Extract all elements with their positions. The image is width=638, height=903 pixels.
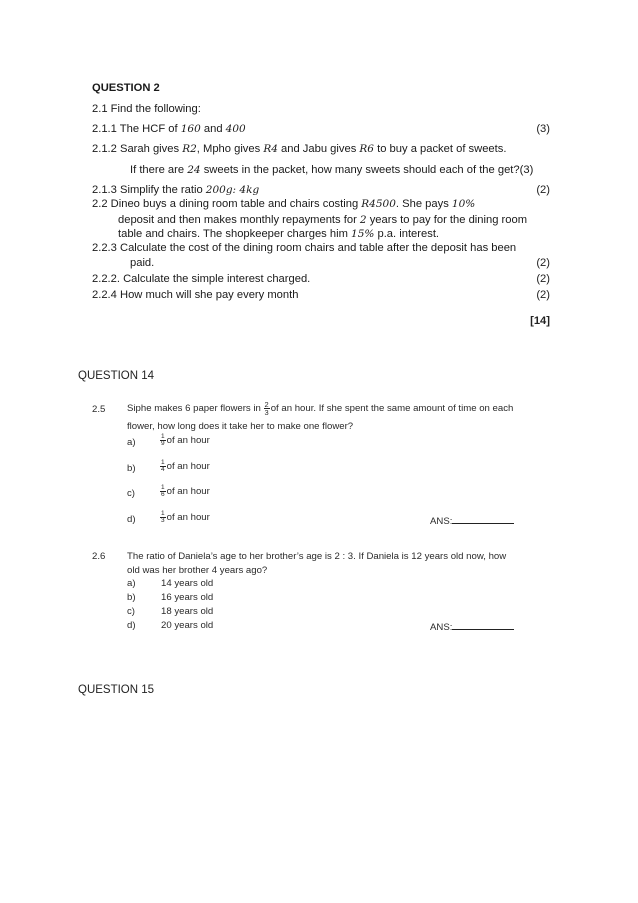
q2-mark-2-2-4: (2) — [536, 289, 550, 301]
q2-line-2-2-3: 2.2.3 Calculate the cost of the dining room chairs and table after the deposit has been — [92, 242, 517, 254]
q2-mark-2-1-1: (3) — [536, 123, 550, 135]
q2-mark-2-2-3: (2) — [536, 257, 550, 269]
option-2-6-d: 20 years old — [161, 620, 214, 631]
q14-question-2-6-line1: The ratio of Daniela’s age to her brother’s age is 2 : 3. If Daniela is 12 years old now, how — [127, 551, 507, 562]
q14-question-2-5-line1: Siphe makes 6 paper flowers in $\frac{2}{3}$ of an hour. If she spent the same amount of time on each — [127, 400, 514, 417]
option-2-6-d-label: d) — [127, 620, 136, 631]
fraction-one-quarter: $\frac{1}{4}$ — [161, 459, 165, 473]
option-2-6-b-label: b) — [127, 592, 136, 603]
option-c: $\frac{1}{6}$ of an hour — [161, 484, 210, 498]
question-14-heading: QUESTION 14 — [78, 370, 155, 382]
question-15-heading: QUESTION 15 — [78, 684, 155, 696]
answer-line-2-5: ANS: — [430, 514, 514, 527]
q2-line-2-1: 2.1 Find the following: — [92, 103, 201, 115]
option-2-6-c-label: c) — [127, 606, 135, 617]
fraction-one-third: $\frac{1}{3}$ — [161, 510, 165, 524]
q2-line-2-2: 2.2 Dineo buys a dining room table and chairs costing R4500. She pays 10% — [92, 198, 476, 210]
option-b: $\frac{1}{4}$ of an hour — [161, 459, 210, 473]
q14-question-2-6-line2: old was her brother 4 years ago? — [127, 565, 268, 576]
fraction-two-thirds: $\frac{2}{3}$ — [264, 400, 269, 417]
q2-line-2-1-1: 2.1.1 The HCF of 160 and 400 — [92, 123, 246, 135]
option-c-label: c) — [127, 488, 135, 499]
q2-line-2-2-cont1: deposit and then makes monthly repayments for 2 years to pay for the dining room — [118, 214, 528, 226]
answer-blank — [452, 620, 514, 630]
option-2-6-a-label: a) — [127, 578, 136, 589]
option-b-label: b) — [127, 463, 136, 474]
option-d-label: d) — [127, 514, 136, 525]
q2-line-2-2-cont2: table and chairs. The shopkeeper charges him 15% p.a. interest. — [118, 228, 440, 240]
option-2-6-b: 16 years old — [161, 592, 214, 603]
q2-total-marks: [14] — [530, 315, 550, 327]
q2-line-2-2-3-cont: paid. — [130, 257, 155, 269]
answer-blank — [452, 514, 514, 524]
q14-number-2-6: 2.6 — [92, 551, 106, 562]
option-2-6-a: 14 years old — [161, 578, 214, 589]
fraction-one-ninth: $\frac{1}{9}$ — [161, 433, 165, 447]
q2-line-2-2-4: 2.2.4 How much will she pay every month — [92, 289, 299, 301]
q2-line-2-1-2: 2.1.2 Sarah gives R2, Mpho gives R4 and Jabu gives R6 to buy a packet of sweets. — [92, 143, 507, 155]
option-a-label: a) — [127, 437, 136, 448]
q2-line-2-1-3: 2.1.3 Simplify the ratio 200g: 4kg — [92, 184, 260, 196]
q14-question-2-5-line2: flower, how long does it take her to make one flower? — [127, 421, 354, 432]
option-2-6-c: 18 years old — [161, 606, 214, 617]
option-a: $\frac{1}{9}$ of an hour — [161, 433, 210, 447]
answer-line-2-6: ANS: — [430, 620, 514, 633]
option-d: $\frac{1}{3}$ of an hour — [161, 510, 210, 524]
fraction-one-sixth: $\frac{1}{6}$ — [161, 484, 165, 498]
q2-mark-2-2-2: (2) — [536, 273, 550, 285]
question-2-heading: QUESTION 2 — [92, 82, 160, 94]
q2-mark-2-1-3: (2) — [536, 184, 550, 196]
q14-number-2-5: 2.5 — [92, 404, 106, 415]
q2-line-2-2-2: 2.2.2. Calculate the simple interest charged. — [92, 273, 311, 285]
q2-line-2-1-2-cont: If there are 24 sweets in the packet, how many sweets should each of the get?(3) — [130, 164, 534, 176]
